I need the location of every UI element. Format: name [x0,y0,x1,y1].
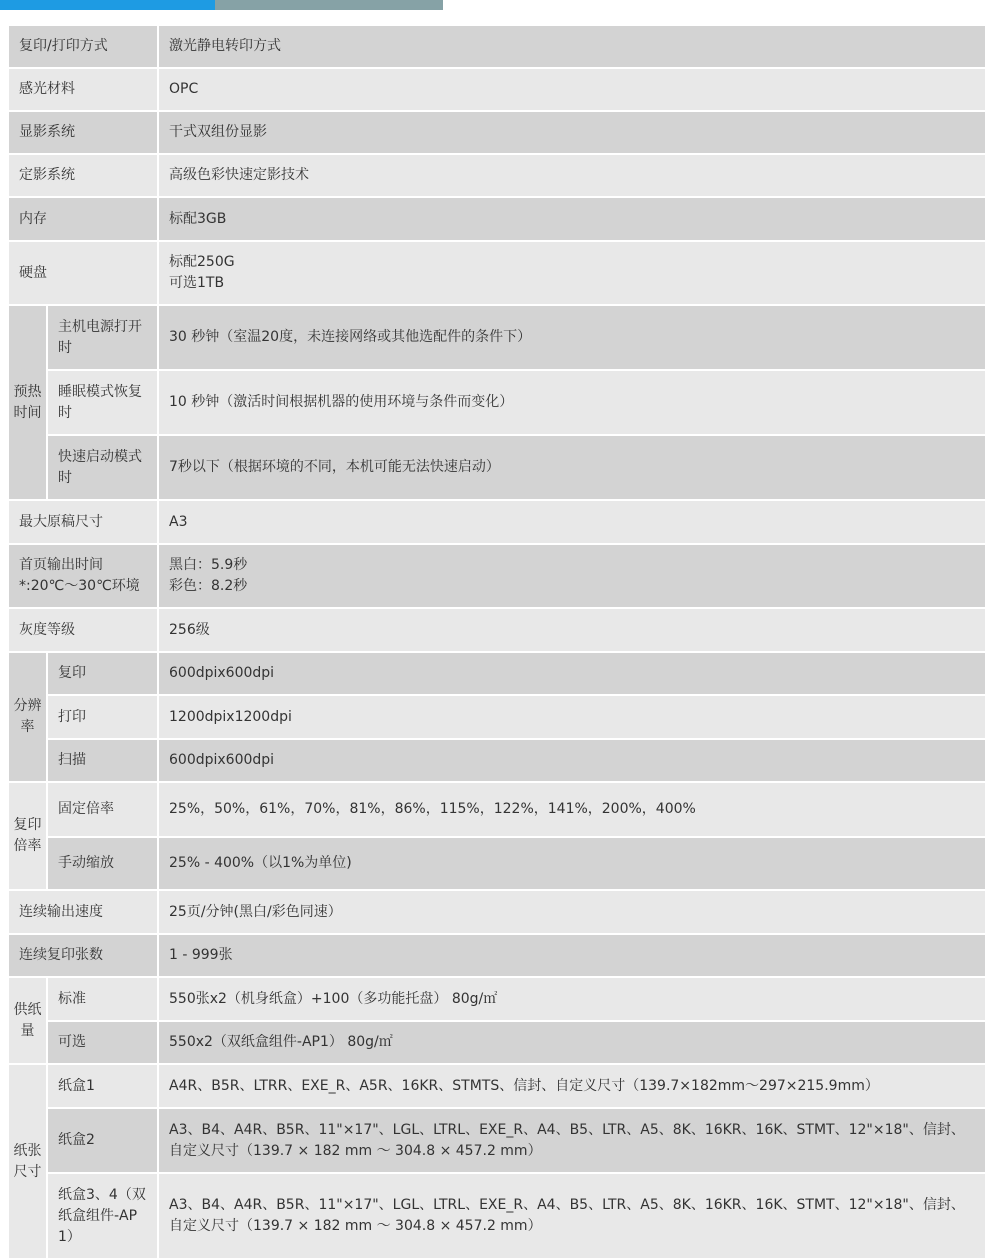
table-row [8,608,986,652]
table-row [8,25,986,68]
label-line: *:20℃～30℃环境 [19,578,140,594]
spec-table [7,24,987,1260]
table-row [8,652,986,695]
group-label-resolution: 分辨率 [8,652,47,782]
sub-label: 快速启动模式时 [47,435,158,500]
row-value: 1 - 999张 [158,934,986,977]
table-row [8,837,986,890]
row-value: A3、B4、A4R、B5R、11"×17"、LGL、LTRL、EXE_R、A4、B5、LTR、A5、8K、16KR、16K、STMT、12"×18"、信封、 自定义尺寸（139.7 × 182 mm ～ 304.8 × 457.2 mm） [158,1173,986,1259]
row-value: 干式双组份显影 [158,111,986,154]
row-label: 复印/打印方式 [8,25,158,68]
group-label-copy-ratio: 复印倍率 [8,782,47,890]
value-line: 彩色：8.2秒 [169,578,248,594]
group-label-paper-capacity: 供纸量 [8,977,47,1064]
group-label-warmup: 预热时间 [8,305,47,500]
sub-label: 纸盒3、4（双纸盒组件-AP1） [47,1173,158,1259]
table-row [8,977,986,1021]
table-row [8,1021,986,1064]
sub-label: 纸盒2 [47,1108,158,1173]
row-label: 最大原稿尺寸 [8,500,158,544]
row-value: 256级 [158,608,986,652]
sub-label: 纸盒1 [47,1064,158,1108]
row-value: OPC [158,68,986,111]
table-row [8,934,986,977]
row-value: A4R、B5R、LTRR、EXE_R、A5R、16KR、STMTS、信封、自定义尺寸（139.7×182mm～297×215.9mm） [158,1064,986,1108]
row-value: 标配3GB [158,197,986,241]
row-label: 内存 [8,197,158,241]
row-value: 25%，50%，61%，70%，81%，86%，115%，122%，141%，200%，400% [158,782,986,837]
table-row [8,1173,986,1259]
row-value: 激光静电转印方式 [158,25,986,68]
row-value: A3、B4、A4R、B5R、11"×17"、LGL、LTRL、EXE_R、A4、B5、LTR、A5、8K、16KR、16K、STMT、12"×18"、信封、 自定义尺寸（139.7 × 182 mm ～ 304.8 × 457.2 mm） [158,1108,986,1173]
table-row [8,111,986,154]
table-row [8,68,986,111]
row-value: 550张x2（机身纸盒）+100（多功能托盘） 80g/㎡ [158,977,986,1021]
accent-bar-blue [0,0,215,10]
row-value: 25页/分钟(黑白/彩色同速） [158,890,986,934]
table-row [8,739,986,782]
row-value: 7秒以下（根据环境的不同，本机可能无法快速启动） [158,435,986,500]
sub-label: 固定倍率 [47,782,158,837]
table-row [8,305,986,370]
table-row [8,1108,986,1173]
row-value: 30 秒钟（室温20度，未连接网络或其他选配件的条件下） [158,305,986,370]
row-label: 连续复印张数 [8,934,158,977]
row-value: 550x2（双纸盒组件-AP1） 80g/㎡ [158,1021,986,1064]
sub-label: 打印 [47,695,158,739]
sub-label: 手动缩放 [47,837,158,890]
sub-label: 扫描 [47,739,158,782]
sub-label: 可选 [47,1021,158,1064]
table-row [8,154,986,197]
row-value: 600dpix600dpi [158,739,986,782]
table-row [8,197,986,241]
row-label: 灰度等级 [8,608,158,652]
row-value: 高级色彩快速定影技术 [158,154,986,197]
row-label [8,544,158,608]
table-row [8,435,986,500]
table-row [8,890,986,934]
row-value [158,241,986,305]
table-row [8,544,986,608]
table-row [8,500,986,544]
table-row [8,241,986,305]
table-row [8,1064,986,1108]
group-label-paper-size: 纸张尺寸 [8,1064,47,1259]
sub-label: 睡眠模式恢复时 [47,370,158,435]
row-value: A3 [158,500,986,544]
table-row [8,370,986,435]
value-line: 标配250G [169,254,235,270]
row-label: 感光材料 [8,68,158,111]
row-label: 硬盘 [8,241,158,305]
row-label: 显影系统 [8,111,158,154]
accent-bar-gray [215,0,443,10]
row-value: 600dpix600dpi [158,652,986,695]
top-accent-bar [0,0,990,10]
sub-label: 主机电源打开时 [47,305,158,370]
row-label: 定影系统 [8,154,158,197]
row-value: 10 秒钟（激活时间根据机器的使用环境与条件而变化） [158,370,986,435]
row-value: 25% - 400%（以1%为单位) [158,837,986,890]
table-row [8,695,986,739]
row-value [158,544,986,608]
sub-label: 标准 [47,977,158,1021]
sub-label: 复印 [47,652,158,695]
table-row [8,782,986,837]
row-label: 连续输出速度 [8,890,158,934]
row-value: 1200dpix1200dpi [158,695,986,739]
label-line: 首页输出时间 [19,557,103,573]
value-line: 黑白：5.9秒 [169,557,248,573]
value-line: 可选1TB [169,275,225,291]
